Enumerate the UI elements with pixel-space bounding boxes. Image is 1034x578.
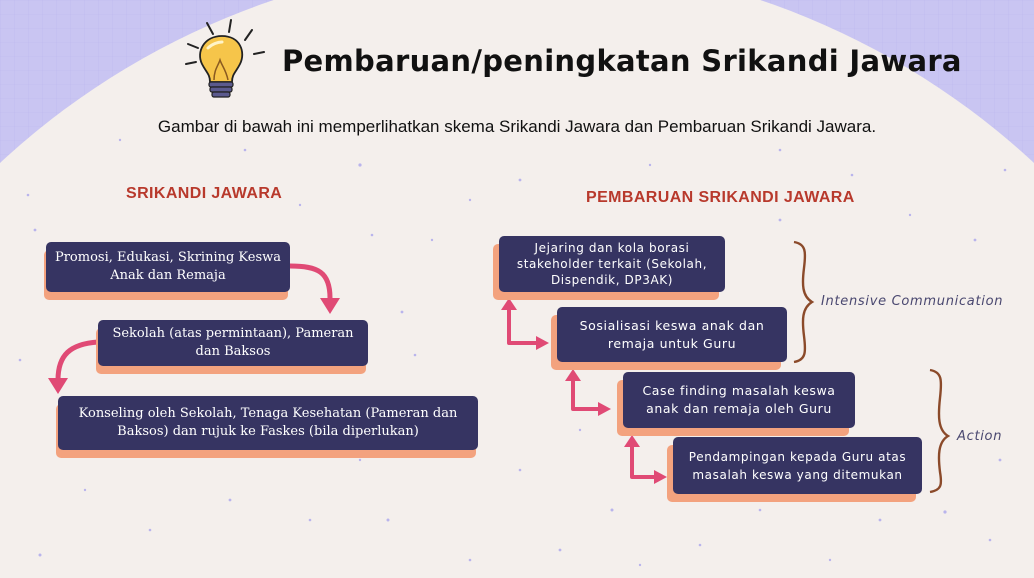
page-subtitle: Gambar di bawah ini memperlihatkan skema Srikandi Jawara dan Pembaruan Srikandi Jawara. — [157, 117, 877, 136]
right-step-1-text: Jejaring dan kola borasi stakeholder terkait (Sekolah, Dispendik, DP3AK) — [499, 236, 725, 292]
arrow-r1 — [509, 306, 538, 343]
arrow-r3 — [632, 443, 656, 477]
left-step-3-text: Konseling oleh Sekolah, Tenaga Kesehatan (Pameran dan Baksos) dan rujuk ke Faskes (bila diperlukan) — [58, 396, 478, 450]
arrowhead-1 — [320, 298, 340, 314]
right-step-3-text: Case finding masalah keswa anak dan remaja oleh Guru — [623, 372, 855, 428]
right-heading: PEMBARUAN SRIKANDI JAWARA — [586, 189, 855, 206]
arrow-r2 — [573, 377, 600, 409]
label-action: Action — [957, 429, 1003, 444]
label-intensive-communication: Intensive Communication — [821, 294, 1004, 309]
brace-intensive-communication — [794, 242, 812, 362]
left-step-2-text: Sekolah (atas permintaan), Pameran dan Baksos — [98, 320, 368, 366]
arrowhead-2 — [48, 378, 68, 394]
arrow-step2-to-step3 — [58, 342, 98, 380]
right-step-2-text: Sosialisasi keswa anak dan remaja untuk Guru — [557, 307, 787, 362]
left-step-1-text: Promosi, Edukasi, Skrining Keswa Anak dan Remaja — [46, 242, 290, 292]
right-step-4-text: Pendampingan kepada Guru atas masalah keswa yang ditemukan — [673, 437, 922, 494]
arrow-step1-to-step2 — [290, 266, 330, 298]
page-title: Pembaruan/peningkatan Srikandi Jawara — [282, 44, 962, 78]
left-heading: SRIKANDI JAWARA — [126, 185, 283, 202]
lightbulb-icon — [186, 20, 264, 97]
brace-action — [930, 370, 948, 492]
